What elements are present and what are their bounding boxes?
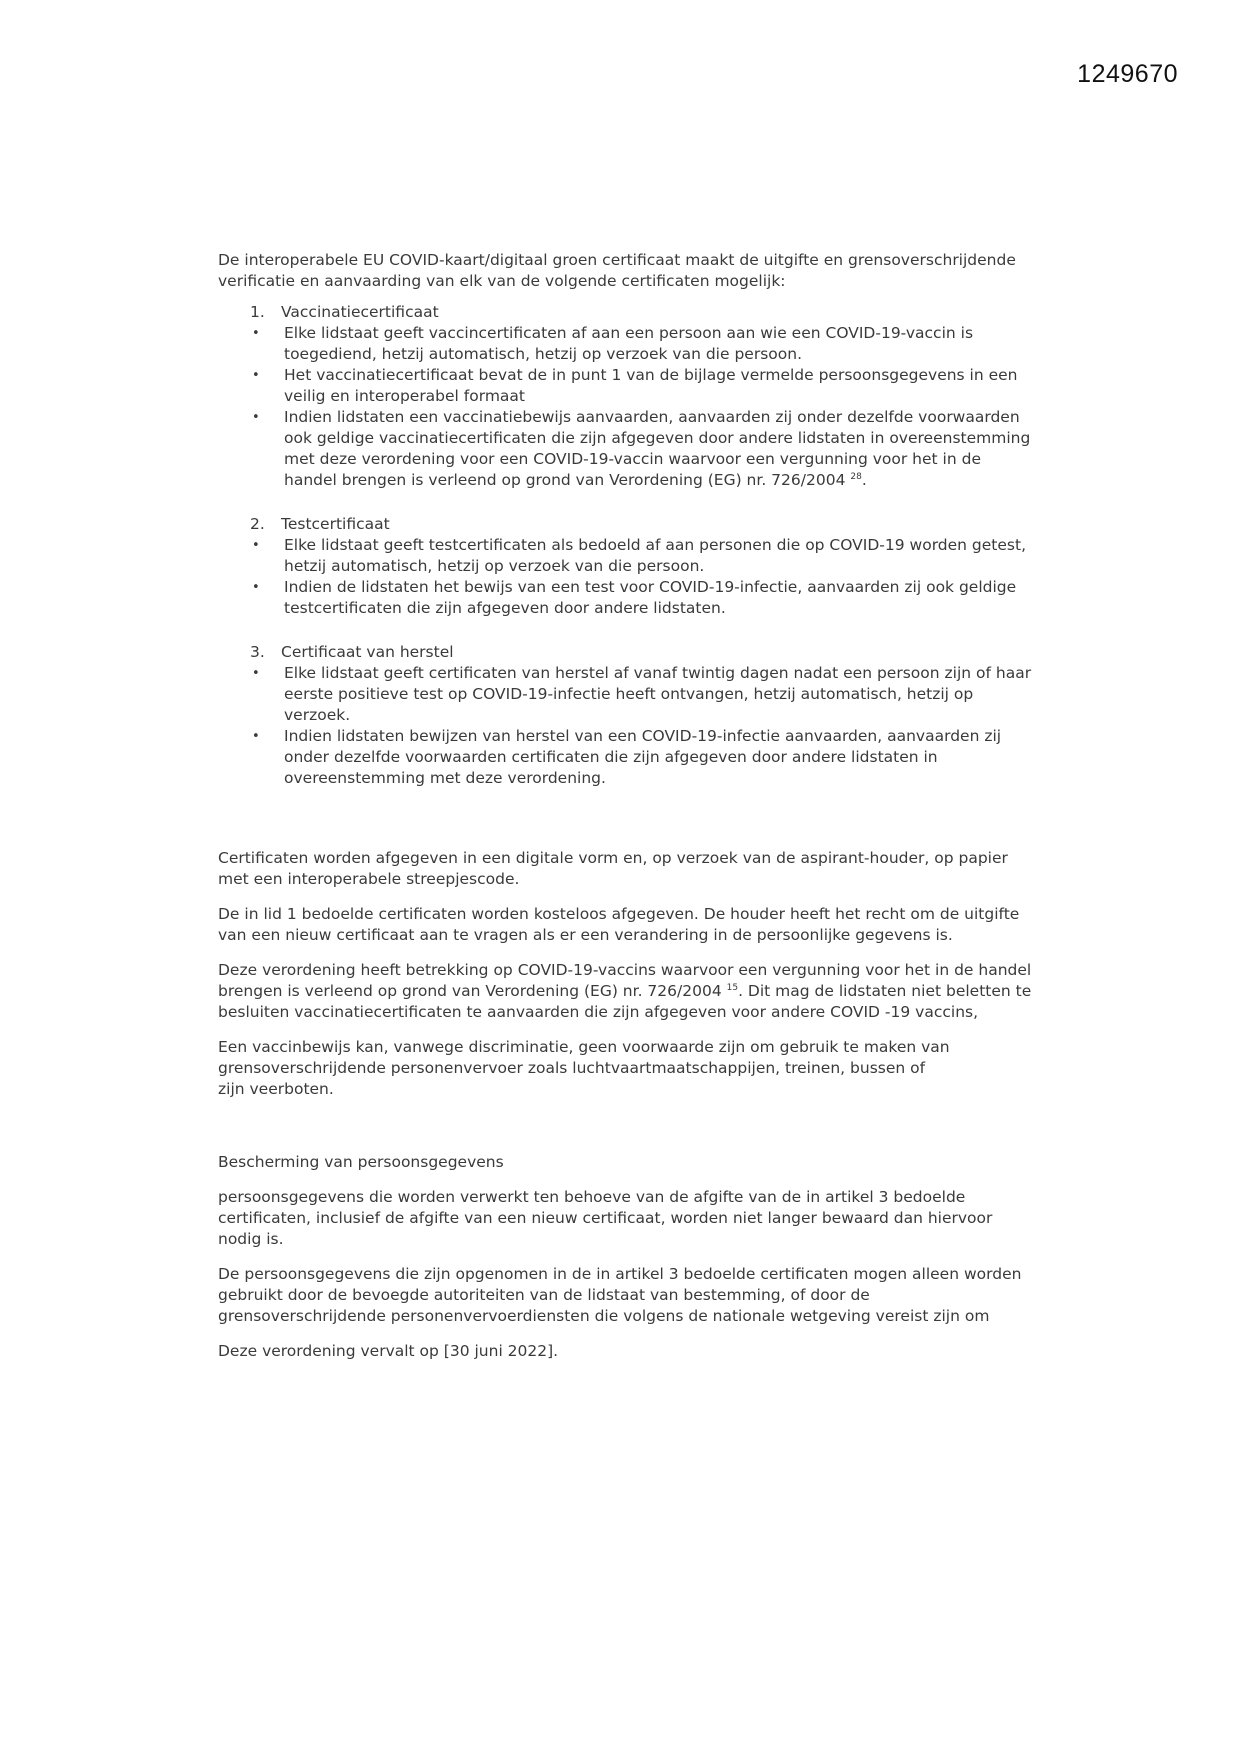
section-testcertificaat — [218, 514, 1033, 619]
section-heading — [218, 642, 1033, 663]
bullet-list — [218, 535, 1033, 619]
paragraph-digital-form: Certificaten worden afgegeven in een digitale vorm en, op verzoek van de aspirant-houder, op papier met een interoperabele streepjescode. — [218, 849, 1008, 888]
section-heading-data-protection: Bescherming van persoonsgegevens — [218, 1153, 504, 1171]
section-number: 2. — [250, 515, 265, 533]
paragraph-use-of-data: De persoonsgegevens die zijn opgenomen in de in artikel 3 bedoelde certificaten mogen alleen worden gebruikt door de bevoegde autoriteiten van de lidstaat van bestemming, of door de grensoverschrijdende personenvervoerdiensten die volgens de nationale wetgeving vereist zijn om — [218, 1265, 1022, 1325]
bullet-text: Elke lidstaat geeft certificaten van herstel af vanaf twintig dagen nadat een persoon zijn of haar eerste positieve test op COVID-19-infectie heeft ontvangen, hetzij automatisch, hetzij op verzoek. — [284, 664, 1032, 724]
spacer — [218, 812, 1033, 848]
paragraph-text: Deze verordening heeft betrekking op COVID-19-vaccins waarvoor een vergunning voor het in de handel brengen is verleend op grond van Verordening (EG) nr. 726/2004 — [218, 961, 1032, 1000]
bullet-icon: • — [252, 326, 260, 341]
footnote-ref: 15 — [726, 982, 739, 993]
list-item — [218, 663, 1033, 726]
bullet-text: Het vaccinatiecertificaat bevat de in punt 1 van de bijlage vermelde persoonsgegevens in een veilig en interoperabel formaat — [284, 366, 1018, 405]
paragraph-vaccines-scope — [218, 960, 1033, 1023]
paragraph-text-end: . Dit mag de lidstaten niet beletten te besluiten vaccinatiecertificaten te aanvaarden die zijn afgegeven voor andere COVID -19 vaccins, — [218, 982, 1032, 1021]
spacer — [218, 1114, 1033, 1152]
bullet-text: Elke lidstaat geeft testcertificaten als bedoeld af aan personen die op COVID-19 worden getest, hetzij automatisch, hetzij op verzoek van die persoon. — [284, 536, 1026, 575]
document-number: 1249670 — [1077, 60, 1178, 88]
section-certificaat-van-herstel — [218, 642, 1033, 789]
bullet-icon: • — [252, 538, 260, 553]
list-item — [218, 365, 1033, 407]
document-body — [218, 250, 1033, 1376]
section-title: Testcertificaat — [281, 515, 390, 533]
bullet-text: Elke lidstaat geeft vaccincertificaten af aan een persoon aan wie een COVID-19-vaccin is toegediend, hetzij automatisch, hetzij op verzoek van die persoon. — [284, 324, 974, 363]
paragraph-free-of-charge: De in lid 1 bedoelde certificaten worden kosteloos afgegeven. De houder heeft het recht om de uitgifte van een nieuw certificaat aan te vragen als er een verandering in de persoonlijke gegevens is. — [218, 905, 1020, 944]
bullet-icon: • — [252, 666, 260, 681]
section-heading — [218, 514, 1033, 535]
bullet-icon: • — [252, 368, 260, 383]
bullet-icon: • — [252, 580, 260, 595]
paragraph-discrimination — [218, 1037, 1033, 1100]
bullet-icon: • — [252, 410, 260, 425]
list-item — [218, 726, 1033, 789]
list-item — [218, 535, 1033, 577]
bullet-text-end: . — [861, 471, 867, 489]
bullet-list — [218, 323, 1033, 491]
intro-paragraph: De interoperabele EU COVID-kaart/digitaal groen certificaat maakt de uitgifte en grensoverschrijdende verificatie en aanvaarding van elk van de volgende certificaten mogelijk: — [218, 251, 1016, 290]
list-item — [218, 577, 1033, 619]
paragraph-line: Een vaccinbewijs kan, vanwege discriminatie, geen voorwaarde zijn om gebruik te maken van — [218, 1038, 950, 1056]
bullet-text: Indien lidstaten bewijzen van herstel van een COVID-19-infectie aanvaarden, aanvaarden zij onder dezelfde voorwaarden certificaten die zijn afgegeven door andere lidstaten in overeenstemming met deze verordening. — [284, 727, 1002, 787]
bullet-text: Indien lidstaten een vaccinatiebewijs aanvaarden, aanvaarden zij onder dezelfde voorwaarden ook geldige vaccinatiecertificaten die zijn afgegeven door andere lidstaten in overeenstemming met deze verordening voor een COVID-19-vaccin waarvoor een vergunning voor het in de handel brengen is verleend op grond van Verordening (EG) nr. 726/2004 — [284, 408, 1031, 489]
paragraph-line: grensoverschrijdende personenvervoer zoals luchtvaartmaatschappijen, treinen, bussen of — [218, 1059, 926, 1077]
footnote-ref: 28 — [850, 471, 862, 482]
section-number: 3. — [250, 643, 265, 661]
section-vaccinatiecertificaat — [218, 302, 1033, 491]
bullet-icon: • — [252, 729, 260, 744]
bullet-text: Indien de lidstaten het bewijs van een test voor COVID-19-infectie, aanvaarden zij ook geldige testcertificaten die zijn afgegeven door andere lidstaten. — [284, 578, 1017, 617]
paragraph-retention: persoonsgegevens die worden verwerkt ten behoeve van de afgifte van de in artikel 3 bedoelde certificaten, inclusief de afgifte van een nieuw certificaat, worden niet langer bewaard dan hiervoor nodig is. — [218, 1188, 993, 1248]
section-title: Vaccinatiecertificaat — [281, 303, 439, 321]
list-item — [218, 407, 1033, 491]
section-heading — [218, 302, 1033, 323]
section-title: Certificaat van herstel — [281, 643, 454, 661]
bullet-text-with-footnote — [284, 407, 1033, 491]
paragraph-line: zijn veerboten. — [218, 1080, 334, 1098]
paragraph-expiry: Deze verordening vervalt op [30 juni 2022]. — [218, 1342, 559, 1360]
list-item — [218, 323, 1033, 365]
section-number: 1. — [250, 303, 265, 321]
bullet-list — [218, 663, 1033, 789]
